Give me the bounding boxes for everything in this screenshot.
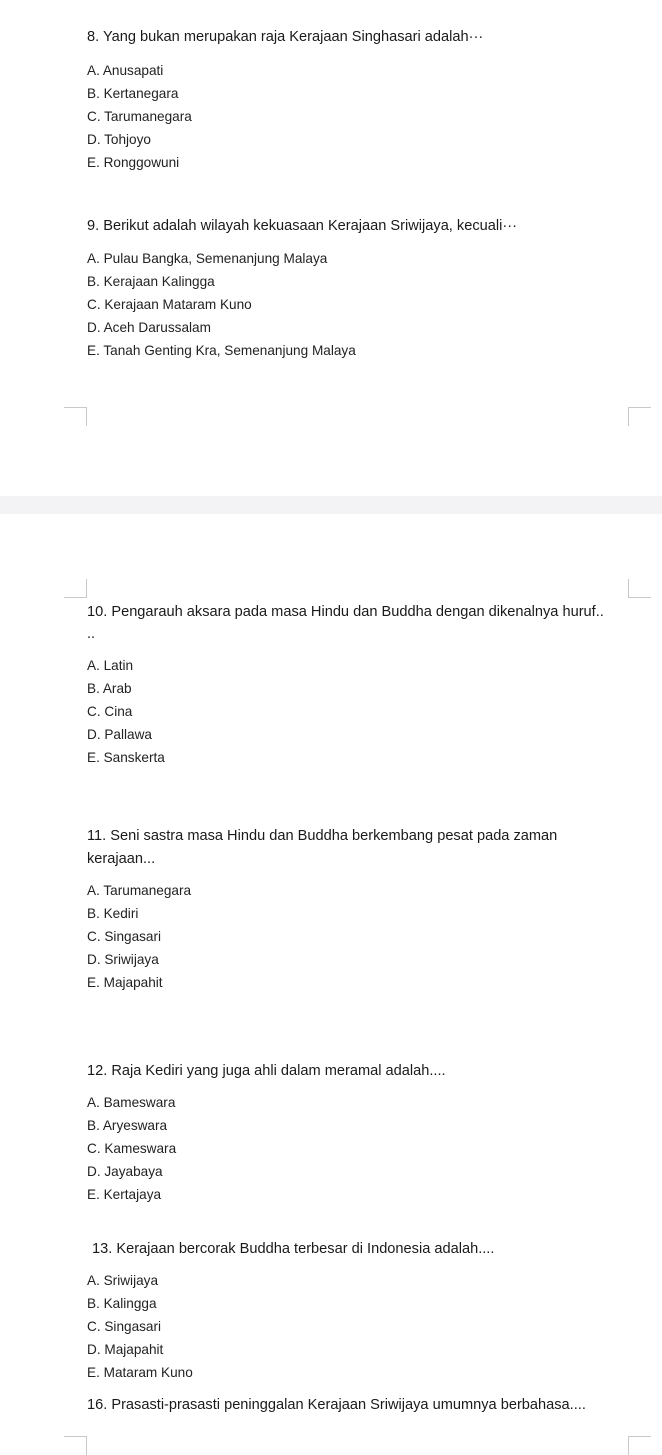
option-c: C. Kameswara [87, 1141, 177, 1156]
question-text-continued: kerajaan... [87, 851, 156, 867]
option-c: C. Tarumanegara [87, 109, 192, 124]
option-c: C. Singasari [87, 929, 162, 944]
option-c: C. Kerajaan Mataram Kuno [87, 297, 252, 312]
page-separator [0, 496, 662, 514]
option-d: D. Majapahit [87, 1342, 164, 1357]
option-d: D. Tohjoyo [87, 132, 151, 147]
option-b: B. Kertanegara [87, 86, 179, 101]
page-corner-mark [64, 579, 87, 598]
question-text: 10. Pengarauh aksara pada masa Hindu dan Buddha dengan dikenalnya huruf.. [87, 604, 604, 620]
question-text: 12. Raja Kediri yang juga ahli dalam meramal adalah.... [87, 1063, 446, 1079]
question-text: 13. Kerajaan bercorak Buddha terbesar di Indonesia adalah.... [92, 1241, 495, 1257]
option-e: E. Ronggowuni [87, 155, 180, 170]
option-b: B. Arab [87, 681, 132, 696]
question-text-continued: .. [87, 626, 96, 642]
page-corner-mark [64, 1436, 87, 1455]
option-b: B. Aryeswara [87, 1118, 168, 1133]
page-corner-mark [64, 407, 87, 426]
question-text: 9. Berikut adalah wilayah kekuasaan Kerajaan Sriwijaya, kecuali··· [87, 218, 517, 234]
page-corner-mark [628, 579, 651, 598]
question-text: 8. Yang bukan merupakan raja Kerajaan Singhasari adalah··· [87, 29, 484, 45]
option-e: E. Kertajaya [87, 1187, 162, 1202]
option-a: A. Pulau Bangka, Semenanjung Malaya [87, 251, 328, 266]
option-e: E. Majapahit [87, 975, 163, 990]
option-a: A. Sriwijaya [87, 1273, 159, 1288]
option-d: D. Aceh Darussalam [87, 320, 211, 335]
option-d: D. Sriwijaya [87, 952, 159, 967]
option-d: D. Jayabaya [87, 1164, 163, 1179]
option-c: C. Cina [87, 704, 133, 719]
option-e: E. Mataram Kuno [87, 1365, 193, 1380]
option-a: A. Latin [87, 658, 134, 673]
option-c: C. Singasari [87, 1319, 162, 1334]
option-d: D. Pallawa [87, 727, 152, 742]
page-corner-mark [628, 407, 651, 426]
option-b: B. Kerajaan Kalingga [87, 274, 215, 289]
page-corner-mark [628, 1436, 651, 1455]
option-b: B. Kalingga [87, 1296, 157, 1311]
option-a: A. Anusapati [87, 63, 164, 78]
question-text: 16. Prasasti-prasasti peninggalan Kerajaan Sriwijaya umumnya berbahasa.... [87, 1397, 586, 1413]
option-b: B. Kediri [87, 906, 139, 921]
option-a: A. Bameswara [87, 1095, 176, 1110]
option-e: E. Tanah Genting Kra, Semenanjung Malaya [87, 343, 356, 358]
question-text: 11. Seni sastra masa Hindu dan Buddha berkembang pesat pada zaman [87, 828, 558, 844]
option-e: E. Sanskerta [87, 750, 165, 765]
option-a: A. Tarumanegara [87, 883, 192, 898]
